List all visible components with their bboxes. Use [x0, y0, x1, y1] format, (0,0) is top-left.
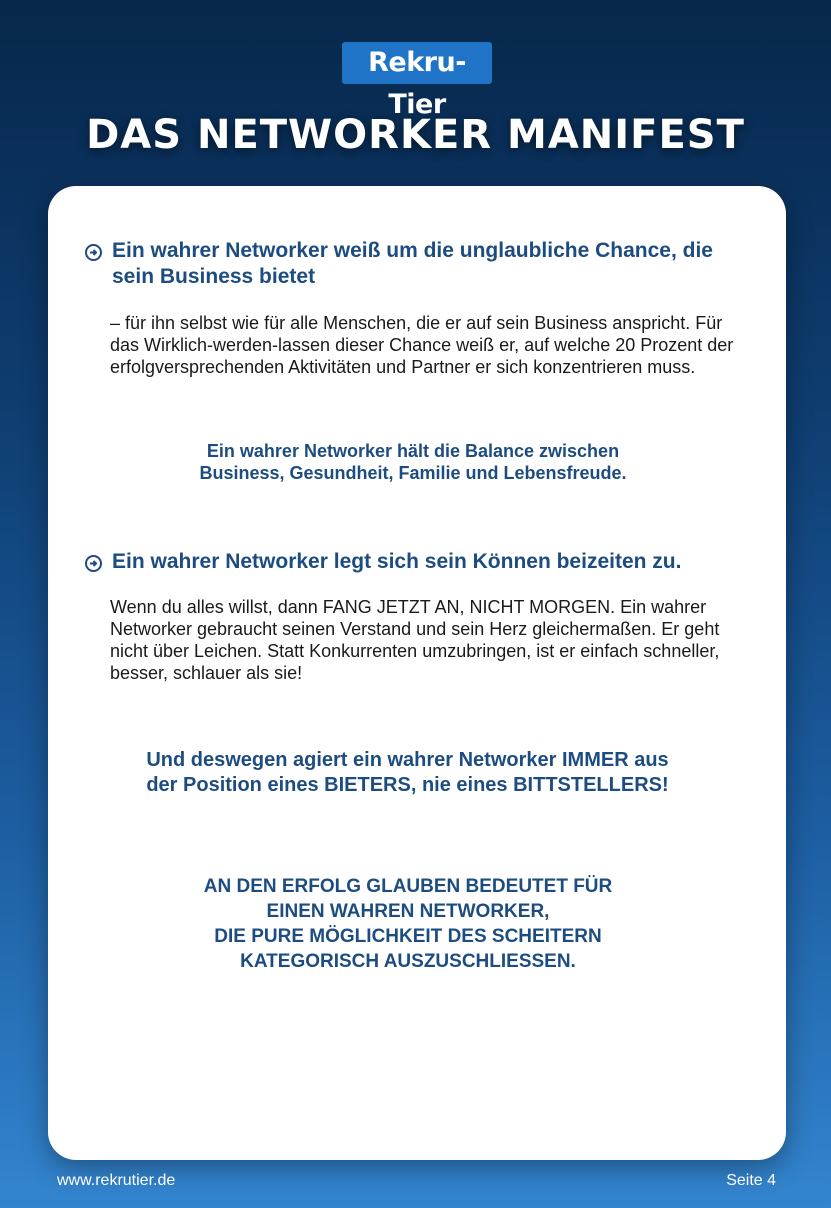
erfolg-line: KATEGORISCH AUSZUSCHLIESSEN. — [240, 951, 576, 972]
section-body: Wenn du alles willst, dann FANG JETZT AN, NICHT MORGEN. Ein wahrer Networker gebraucht seinen Verstand und sein Herz gleichermaßen. Er geht nicht über Leichen. Statt Konkurrenten umzubringen, ist er einfach schneller, besser, schlauer als sie! — [110, 597, 720, 683]
brand-logo: Rekru-Tier — [342, 42, 492, 84]
footer-url[interactable]: www.rekrutier.de — [57, 1172, 176, 1189]
arrow-circle-icon — [85, 244, 102, 261]
page-number: Seite 4 — [726, 1172, 776, 1189]
arrow-circle-icon — [85, 555, 102, 572]
section-body: – für ihn selbst wie für alle Menschen, die er auf sein Business anspricht. Für das Wirklich-werden-lassen dieser Chance weiß er, auf welche 20 Prozent der erfolgversprechenden Aktivitäten und Partner er sich konzentrieren muss. — [110, 313, 734, 377]
bieter-quote: Und deswegen agiert ein wahrer Networker IMMER aus der Position eines BIETERS, nie eines BITTSTELLERS! — [146, 749, 669, 796]
erfolg-quote — [148, 874, 668, 974]
erfolg-line: EINEN WAHREN NETWORKER, — [266, 901, 550, 922]
section-heading: Ein wahrer Networker legt sich sein Können beizeiten zu. — [112, 550, 682, 573]
section-heading: Ein wahrer Networker weiß um die unglaubliche Chance, die sein Business bietet — [112, 239, 713, 288]
erfolg-line: DIE PURE MÖGLICHKEIT DES SCHEITERN — [214, 926, 602, 947]
balance-quote: Ein wahrer Networker hält die Balance zwischen Business, Gesundheit, Familie und Lebensfreude. — [199, 441, 627, 483]
content-card — [48, 186, 786, 1160]
erfolg-line: AN DEN ERFOLG GLAUBEN BEDEUTET FÜR — [203, 876, 613, 897]
page-title: DAS NETWORKER MANIFEST — [86, 112, 745, 158]
